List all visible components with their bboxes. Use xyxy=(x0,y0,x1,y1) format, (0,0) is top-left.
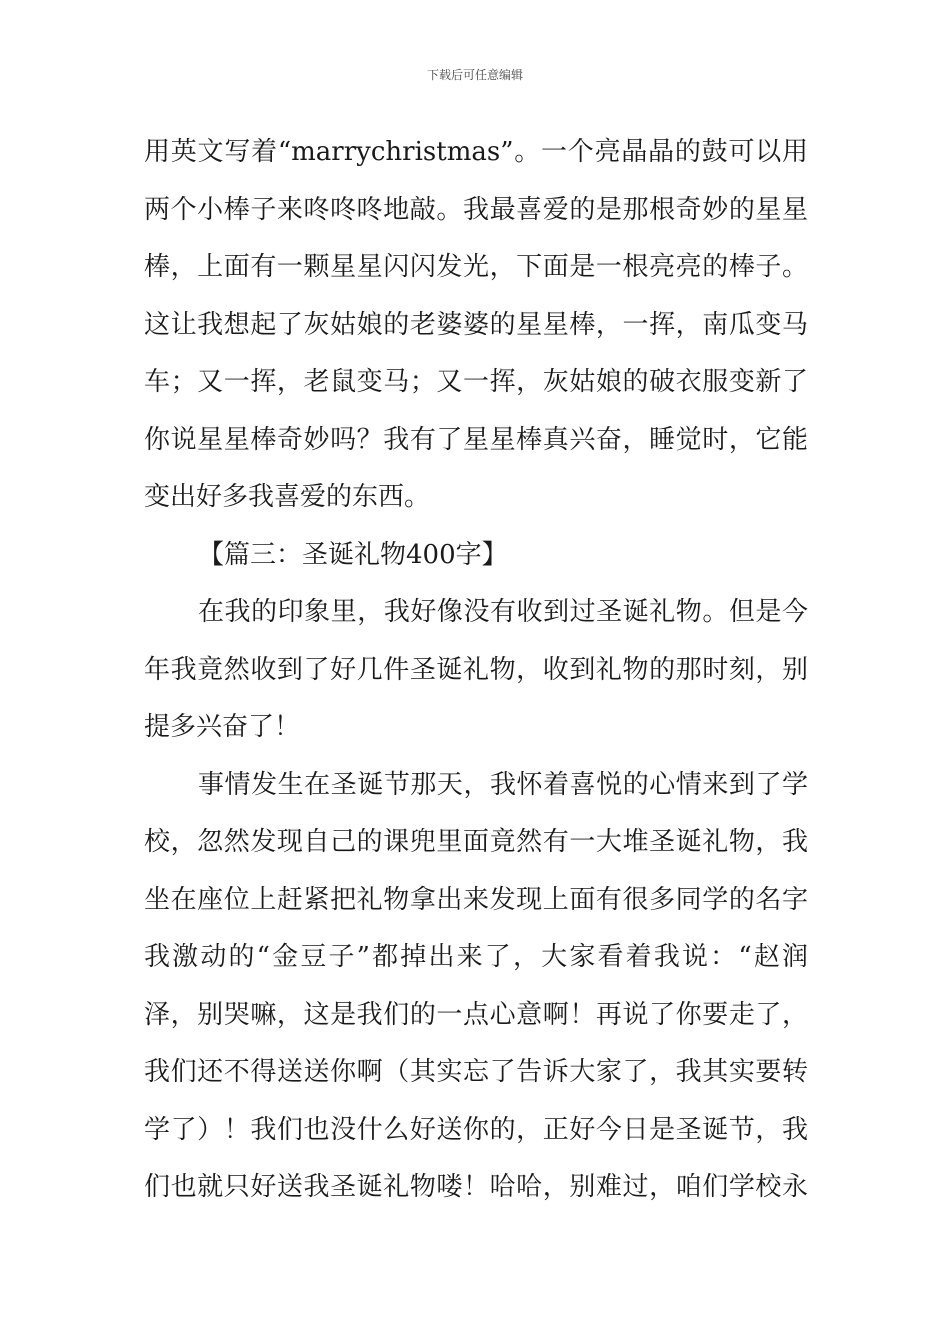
text-line: 在我的印象里，我好像没有收到过圣诞礼物。但是今 xyxy=(198,597,808,627)
text-line: 们也就只好送我圣诞礼物喽！哈哈，别难过，咱们学校永 xyxy=(144,1172,808,1202)
text-line: 【篇三：圣诞礼物400字】 xyxy=(198,539,508,570)
text-line: 棒，上面有一颗星星闪闪发光，下面是一根亮亮的棒子。 xyxy=(144,252,808,282)
text-line: 我们还不得送送你啊（其实忘了告诉大家了，我其实要转 xyxy=(144,1057,808,1087)
text-line: 学了）！我们也没什么好送你的，正好今日是圣诞节，我 xyxy=(144,1114,808,1145)
text-line: 泽，别哭嘛，这是我们的一点心意啊！再说了你要走了， xyxy=(144,999,808,1030)
text-line: 两个小棒子来咚咚咚地敲。我最喜爱的是那根奇妙的星星 xyxy=(144,194,808,225)
text-line: 变出好多我喜爱的东西。 xyxy=(144,482,431,512)
text-line: 年我竟然收到了好几件圣诞礼物，收到礼物的那时刻，别 xyxy=(144,654,808,685)
text-line: 车；又一挥，老鼠变马；又一挥，灰姑娘的破衣服变新了 xyxy=(144,367,808,397)
text-line: 坐在座位上赶紧把礼物拿出来发现上面有很多同学的名字 xyxy=(144,884,808,915)
text-line: 事情发生在圣诞节那天，我怀着喜悦的心情来到了学 xyxy=(198,769,808,800)
document-body xyxy=(144,124,808,1217)
text-line: 这让我想起了灰姑娘的老婆婆的星星棒，一挥，南瓜变马 xyxy=(144,309,808,340)
header-note: 下载后可任意编辑 xyxy=(426,68,523,82)
text-line: 用英文写着“marrychristmas”。一个亮晶晶的鼓可以用 xyxy=(144,137,808,167)
text-line: 我激动的“金豆子”都掉出来了，大家看着我说：“赵润 xyxy=(144,942,808,972)
text-line: 你说星星棒奇妙吗？我有了星星棒真兴奋，睡觉时，它能 xyxy=(144,424,808,455)
text-line: 提多兴奋了！ xyxy=(144,712,301,742)
text-line: 校，忽然发现自己的课兜里面竟然有一大堆圣诞礼物，我 xyxy=(144,827,808,857)
